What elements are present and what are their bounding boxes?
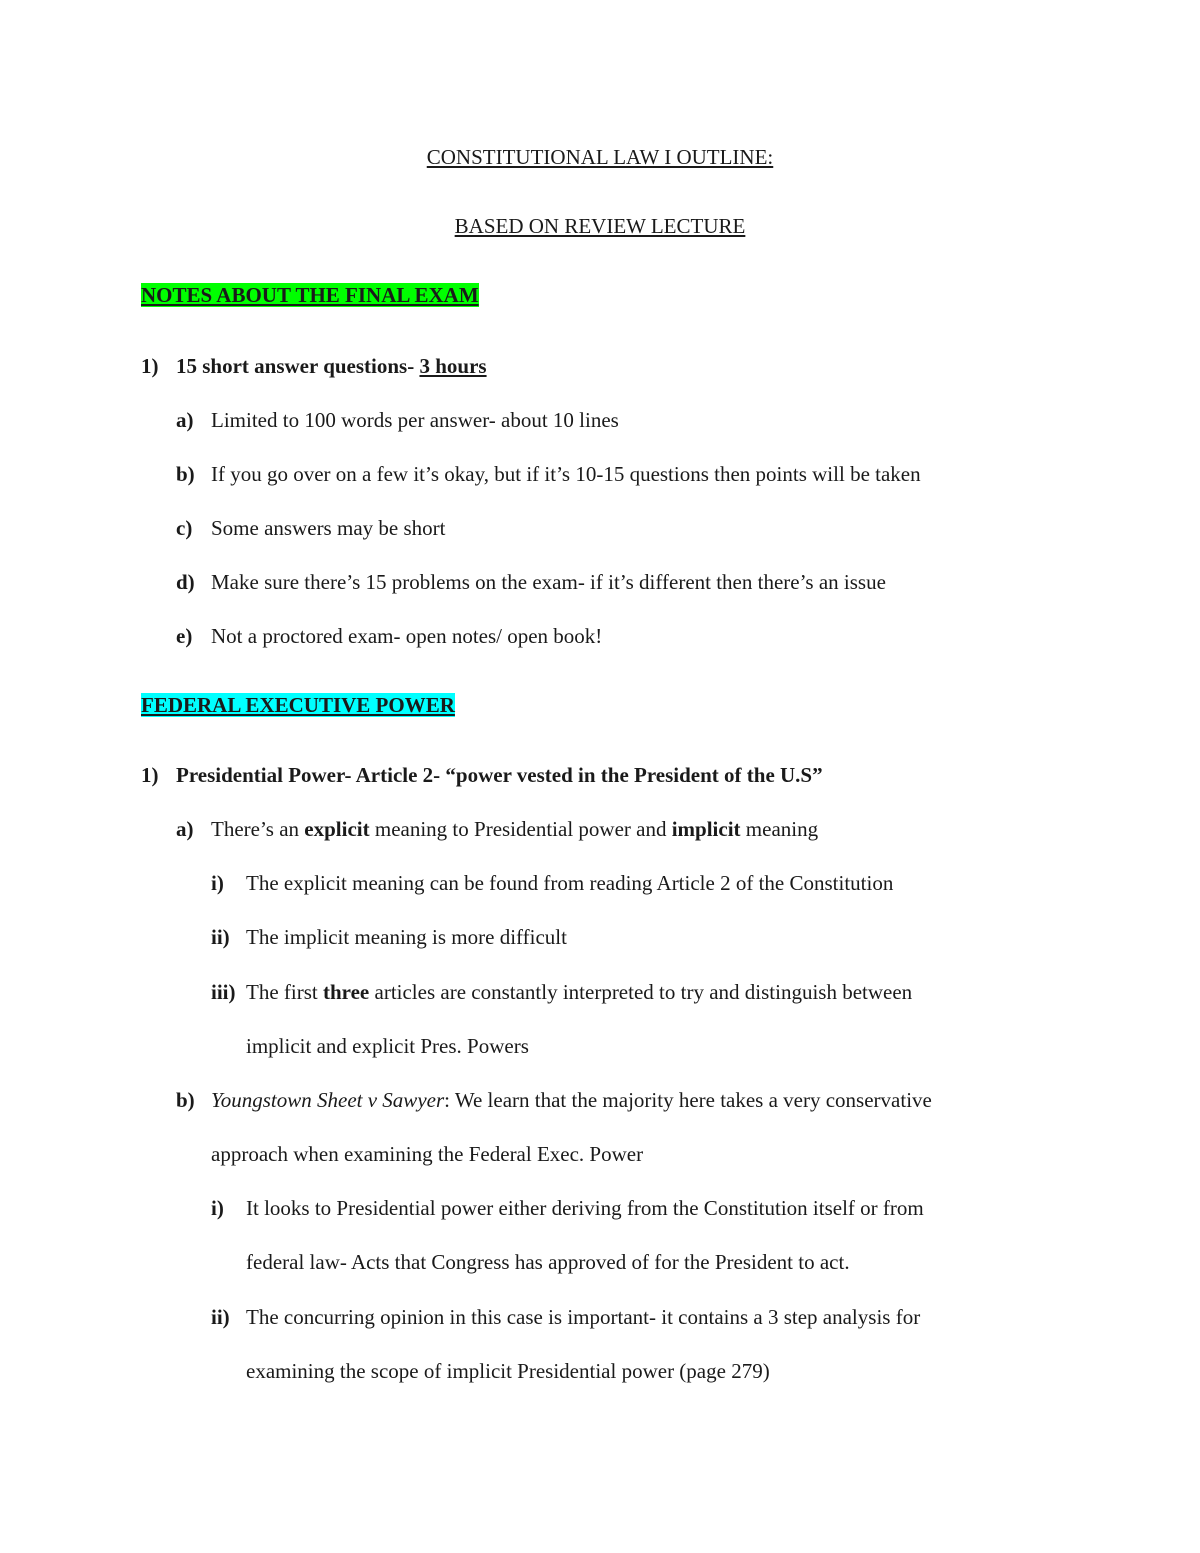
bold-run: explicit	[304, 817, 370, 841]
list-label: i)	[211, 1196, 224, 1220]
text-run: : We learn that the majority here takes a very conservative	[444, 1088, 932, 1112]
list-item-continuation: examining the scope of implicit Presidential power (page 279)	[246, 1359, 770, 1383]
list-label: a)	[176, 408, 194, 432]
list-label: d)	[176, 570, 195, 594]
bold-run: implicit	[671, 817, 741, 841]
text-run: meaning to Presidential power and	[369, 817, 672, 841]
list-item: The implicit meaning is more difficult	[246, 925, 567, 949]
list-item: It looks to Presidential power either deriving from the Constitution itself or from	[246, 1196, 924, 1220]
list-label: i)	[211, 871, 224, 895]
list-item-continuation: implicit and explicit Pres. Powers	[246, 1034, 529, 1058]
emphasis-hours: 3 hours	[419, 354, 487, 378]
list-label: 1)	[141, 763, 159, 787]
document-subtitle: BASED ON REVIEW LECTURE	[454, 214, 746, 238]
text-run: The first	[246, 980, 323, 1004]
list-item: The concurring opinion in this case is important- it contains a 3 step analysis for	[246, 1305, 921, 1329]
document-title: CONSTITUTIONAL LAW I OUTLINE:	[426, 145, 774, 169]
list-label: ii)	[211, 1305, 230, 1329]
list-item: Limited to 100 words per answer- about 10 lines	[211, 408, 619, 432]
text-run: There’s an	[211, 817, 305, 841]
list-item-continuation: approach when examining the Federal Exec. Power	[211, 1142, 644, 1166]
list-item: Make sure there’s 15 problems on the exam- if it’s different then there’s an issue	[211, 570, 886, 594]
list-label: b)	[176, 1088, 195, 1112]
list-item: The explicit meaning can be found from reading Article 2 of the Constitution	[246, 871, 894, 895]
list-label: iii)	[211, 980, 236, 1004]
list-item-first-three	[246, 980, 912, 1004]
list-item: If you go over on a few it’s okay, but if it’s 10-15 questions then points will be taken	[211, 462, 921, 486]
list-label: b)	[176, 462, 195, 486]
list-label: 1)	[141, 354, 159, 378]
bold-run: three	[322, 980, 370, 1004]
text-run: meaning	[740, 817, 819, 841]
list-label: e)	[176, 624, 193, 648]
text-run: articles are constantly interpreted to try and distinguish between	[369, 980, 913, 1004]
section-heading-text: NOTES ABOUT THE FINAL EXAM	[141, 283, 479, 307]
list-item-presidential-power: Presidential Power- Article 2- “power vested in the President of the U.S”	[176, 763, 823, 787]
section-heading-final-exam	[141, 283, 479, 307]
case-name: Youngstown Sheet v Sawyer	[211, 1088, 445, 1112]
list-label: a)	[176, 817, 194, 841]
list-item: Not a proctored exam- open notes/ open book!	[211, 624, 603, 648]
list-item-continuation: federal law- Acts that Congress has approved of for the President to act.	[246, 1250, 850, 1274]
list-label: ii)	[211, 925, 230, 949]
list-item-questions	[176, 354, 487, 378]
list-item: Some answers may be short	[211, 516, 446, 540]
list-item-youngstown	[211, 1088, 932, 1112]
list-label: c)	[176, 516, 193, 540]
section-heading-executive-power	[141, 693, 455, 717]
list-item-text: 15 short answer questions-	[176, 354, 420, 378]
section-heading-text: FEDERAL EXECUTIVE POWER	[141, 693, 455, 717]
list-item-explicit-implicit	[211, 817, 818, 841]
